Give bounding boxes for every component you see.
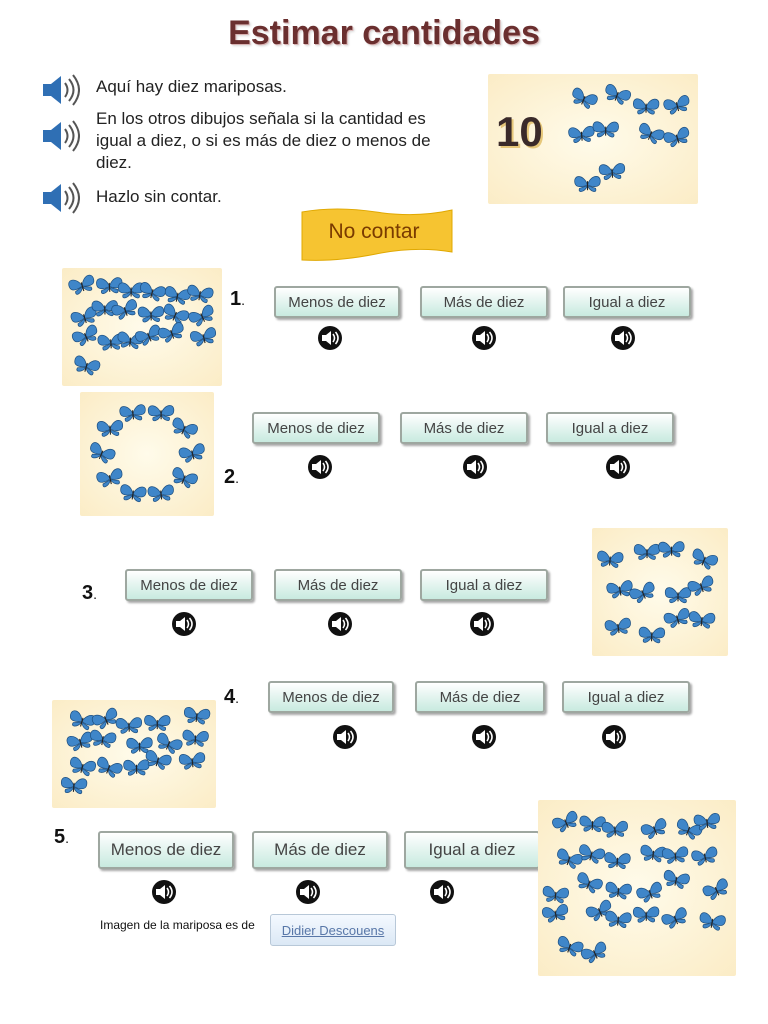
butterfly-icon [579, 816, 605, 832]
butterfly-icon [96, 468, 124, 488]
butterfly-icon [658, 542, 684, 558]
butterflies-image-4 [52, 700, 216, 808]
butterfly-icon [663, 126, 692, 148]
butterfly-icon [663, 607, 692, 629]
audio-play-icon[interactable] [318, 326, 342, 350]
butterfly-icon [124, 760, 150, 776]
butterfly-icon [118, 283, 144, 298]
q2-equal-button[interactable]: Igual a diez [546, 412, 674, 444]
butterfly-icon [182, 730, 209, 747]
butterfly-icon [189, 327, 217, 348]
butterfly-icon [665, 588, 691, 603]
butterfly-icon [169, 466, 198, 490]
butterfly-icon [691, 846, 719, 867]
butterfly-icon [94, 756, 123, 779]
credit-author-link[interactable]: Didier Descouens [270, 914, 396, 946]
instruction-3: Hazlo sin contar. [96, 187, 222, 206]
butterfly-icon [542, 904, 570, 923]
butterfly-icon [635, 881, 664, 904]
butterfly-icon [636, 122, 665, 146]
audio-play-icon[interactable] [333, 725, 357, 749]
butterfly-icon [662, 870, 690, 890]
question-number-1: 1. [230, 288, 246, 310]
butterfly-icon [71, 324, 101, 348]
butterfly-icon [161, 303, 190, 327]
butterflies-image-2 [80, 392, 214, 516]
speaker-icon[interactable] [40, 180, 80, 216]
butterfly-icon [640, 817, 669, 840]
audio-play-icon[interactable] [602, 725, 626, 749]
butterfly-icon [68, 756, 96, 777]
speaker-icon[interactable] [40, 72, 80, 108]
butterfly-icon [91, 707, 121, 731]
butterflies-image-3 [592, 528, 728, 656]
q2-less-button[interactable]: Menos de diez [252, 412, 380, 444]
page-title: Estimar cantidades [228, 14, 540, 52]
question-number-3: 3. [82, 582, 98, 604]
butterfly-icon [569, 87, 598, 111]
butterfly-icon [660, 906, 690, 930]
butterfly-icon [597, 551, 624, 568]
q5-equal-button[interactable]: Igual a diez [404, 831, 540, 869]
butterfly-icon [633, 99, 659, 115]
butterfly-icon [702, 877, 732, 901]
audio-play-icon[interactable] [611, 326, 635, 350]
butterfly-icon [603, 83, 632, 106]
image-credit-text: Imagen de la mariposa es de [100, 918, 255, 932]
q3-equal-button[interactable]: Igual a diez [420, 569, 548, 601]
speaker-icon[interactable] [40, 118, 80, 154]
audio-play-icon[interactable] [472, 326, 496, 350]
butterfly-icon [187, 304, 217, 328]
butterflies-image-5 [538, 800, 736, 976]
butterfly-icon [688, 611, 715, 629]
butterfly-icon [687, 575, 716, 597]
butterfly-icon [72, 355, 101, 377]
audio-play-icon[interactable] [172, 612, 196, 636]
audio-play-icon[interactable] [430, 880, 454, 904]
q2-more-button[interactable]: Más de diez [400, 412, 528, 444]
butterfly-icon [633, 907, 659, 923]
butterfly-icon [68, 274, 97, 296]
q4-more-button[interactable]: Más de diez [415, 681, 545, 713]
butterfly-icon [179, 752, 206, 770]
butterfly-icon [138, 306, 164, 322]
q1-more-button[interactable]: Más de diez [420, 286, 548, 318]
reference-number: 10 [496, 108, 543, 155]
instruction-2: En los otros dibujos señala si la cantidad es igual a diez, o si es más de diez o menos de diez. [96, 109, 431, 172]
butterfly-icon [574, 871, 603, 895]
butterfly-icon [119, 484, 146, 503]
q1-less-button[interactable]: Menos de diez [274, 286, 400, 318]
butterfly-icon [628, 581, 657, 605]
butterfly-icon [602, 821, 628, 838]
q1-equal-button[interactable]: Igual a diez [563, 286, 691, 318]
butterfly-icon [157, 321, 186, 344]
butterfly-icon [604, 618, 631, 637]
butterfly-icon [604, 852, 631, 869]
question-number-5: 5. [54, 826, 70, 848]
butterfly-icon [178, 443, 207, 464]
banner-label: No contar [328, 220, 420, 243]
audio-play-icon[interactable] [606, 455, 630, 479]
butterfly-icon [61, 777, 88, 794]
audio-play-icon[interactable] [152, 880, 176, 904]
butterfly-icon [639, 627, 665, 643]
butterfly-icon [119, 404, 146, 422]
butterfly-icon [116, 717, 142, 733]
butterfly-icon [144, 715, 170, 730]
butterfly-icon [605, 882, 632, 900]
butterfly-icon [542, 886, 569, 904]
butterfly-icon [568, 126, 595, 143]
audio-play-icon[interactable] [472, 725, 496, 749]
butterfly-icon [154, 732, 183, 756]
question-number-2: 2. [224, 466, 240, 488]
butterfly-icon [89, 729, 117, 748]
audio-play-icon[interactable] [470, 612, 494, 636]
butterfly-icon [555, 935, 584, 958]
butterflies-image-1 [62, 268, 222, 386]
butterfly-icon [593, 122, 619, 137]
butterfly-icon [662, 846, 689, 864]
butterfly-icon [163, 286, 191, 306]
butterfly-icon [148, 405, 174, 421]
q4-equal-button[interactable]: Igual a diez [562, 681, 690, 713]
butterfly-icon [183, 707, 210, 725]
butterfly-icon [690, 548, 719, 572]
butterfly-icon [605, 911, 632, 929]
reference-butterflies-image [488, 74, 698, 204]
butterfly-icon [663, 95, 692, 116]
butterfly-icon [148, 485, 175, 503]
audio-play-icon[interactable] [296, 880, 320, 904]
butterfly-icon [698, 912, 726, 931]
q5-less-button[interactable]: Menos de diez [98, 831, 234, 869]
audio-play-icon[interactable] [328, 612, 352, 636]
q3-more-button[interactable]: Más de diez [274, 569, 402, 601]
q3-less-button[interactable]: Menos de diez [125, 569, 253, 601]
butterfly-icon [606, 580, 634, 599]
q4-less-button[interactable]: Menos de diez [268, 681, 394, 713]
butterfly-icon [87, 441, 116, 465]
butterfly-icon [634, 544, 660, 559]
butterfly-icon [138, 281, 167, 302]
instruction-1: Aquí hay diez mariposas. [96, 77, 287, 96]
butterfly-icon [580, 941, 610, 965]
audio-play-icon[interactable] [308, 455, 332, 479]
butterfly-icon [599, 163, 626, 180]
butterfly-icon [186, 285, 214, 304]
butterfly-icon [551, 810, 581, 834]
butterfly-icon [169, 417, 198, 441]
audio-play-icon[interactable] [463, 455, 487, 479]
question-number-4: 4. [224, 686, 240, 708]
butterfly-icon [97, 420, 123, 437]
butterfly-icon [575, 176, 601, 191]
q5-more-button[interactable]: Más de diez [252, 831, 388, 869]
